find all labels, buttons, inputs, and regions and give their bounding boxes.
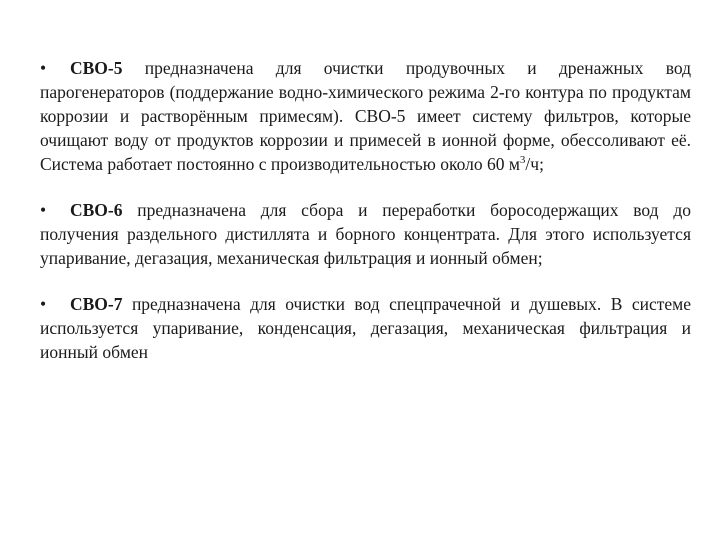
item-text-end: /ч;: [525, 154, 544, 174]
bullet-icon: •: [40, 58, 47, 78]
bullet-list: [40, 56, 691, 364]
item-text: предназначена для очистки продувочных и дренажных вод парогенераторов (поддержание водно-химического режима 2-го контура по продуктам коррозии и растворённым примесям). СВО-5 имеет систему фильтров, которые очищают воду от продуктов коррозии и примесей в ионной форме, обессоливают её. Система работает постоянно с производительностью около 60 м: [40, 58, 691, 174]
list-item-svo-7: [40, 292, 691, 364]
item-text: предназначена для сбора и переработки боросодержащих вод до получения раздельного дистиллята и борного концентрата. Для этого используется упаривание, дегазация, механическая фильтрация и ионный обмен;: [40, 200, 691, 268]
item-term: СВО-6: [70, 200, 123, 220]
bullet-icon: •: [40, 200, 47, 220]
item-term: СВО-7: [70, 294, 123, 314]
list-item-svo-6: [40, 198, 691, 270]
bullet-icon: •: [40, 294, 47, 314]
item-text: предназначена для очистки вод спецпрачечной и душевых. В системе используется упаривание, конденсация, дегазация, механическая фильтрация и ионный обмен: [40, 294, 691, 362]
superscript-3: 3: [519, 154, 526, 167]
list-item-svo-5: [40, 56, 691, 176]
item-term: СВО-5: [70, 58, 123, 78]
